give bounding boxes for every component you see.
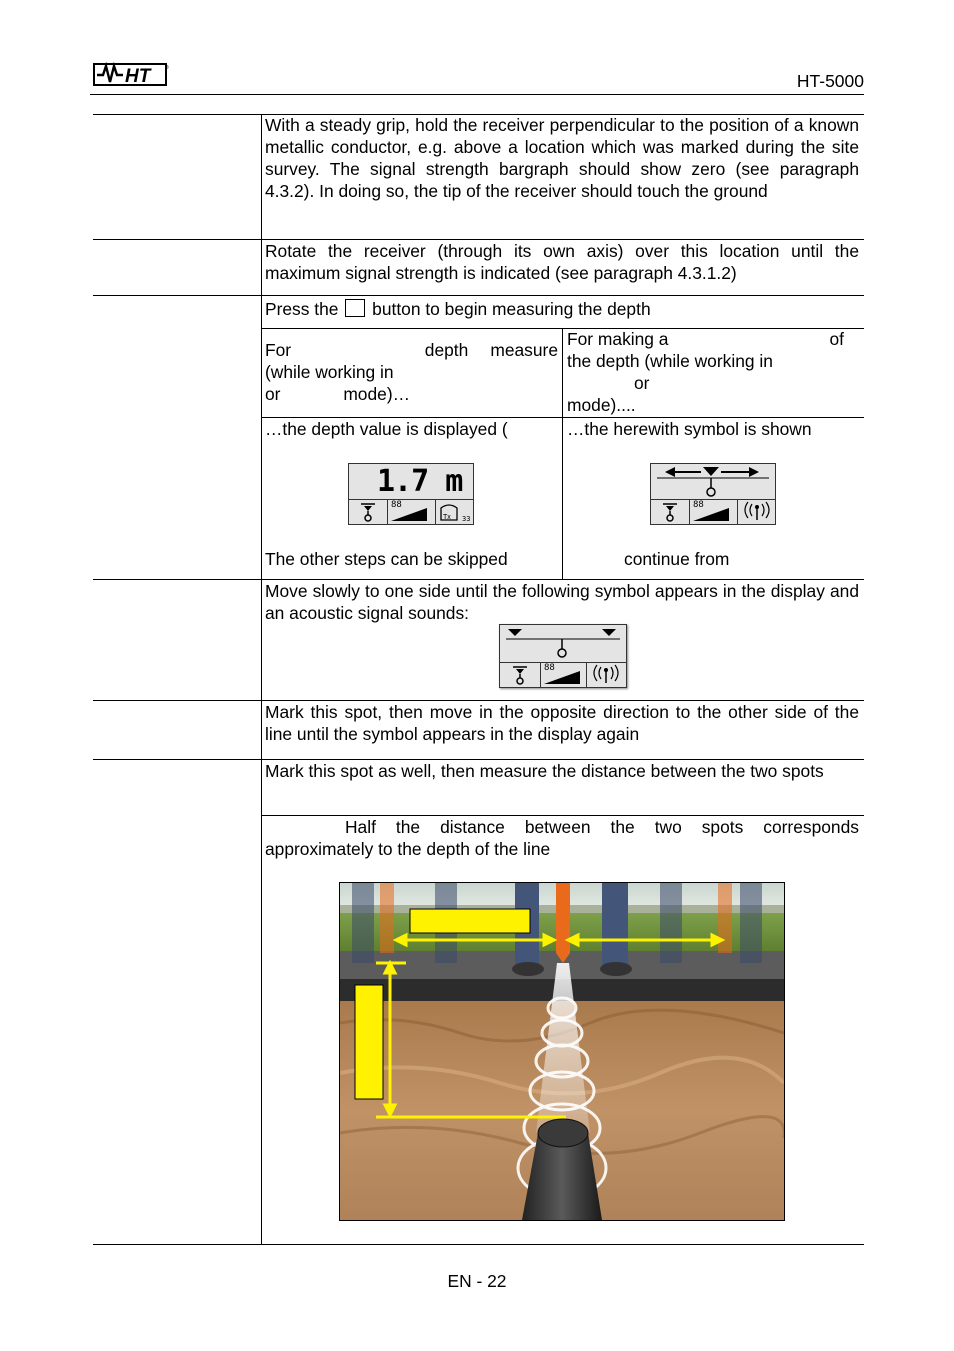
center-found-icon [500,625,626,663]
step-5-text: Mark this spot, then move in the opposite direction to the other side of the line until the symbol appears in the display again [265,702,859,744]
column-divider [562,328,563,579]
ht-logo-icon [93,60,171,88]
probe-icon [500,663,540,686]
right-head-line-2: the depth (while working in [567,351,773,371]
row-divider [93,1244,864,1245]
left-head-depth: depth [424,340,469,360]
step-4-text: Move slowly to one side until the following symbol appears in the display and an acoustic signal sounds: [265,581,859,623]
page-number: EN - 22 [447,1271,507,1291]
lcd-depth-display [348,463,474,525]
lcd-bar-digits: 88 [544,663,555,673]
lcd-antenna-cell [586,663,626,687]
svg-text:33: 33 [462,515,471,523]
lcd-probe-cell [349,500,388,524]
right-head-line-4: mode).... [567,395,636,415]
step-6-note-line-2: approximately to the depth of the line [265,839,551,859]
probe-icon [651,500,689,523]
left-head-line-2: (while working in [265,362,394,382]
left-head-measure: measure [490,340,558,360]
left-head-line-3 [265,383,410,405]
model-name: HT-5000 [796,71,864,91]
right-foot-text: continue from [624,549,730,569]
right-head-making: For making a [567,329,669,349]
step-3-press-line [265,298,859,320]
right-result-text: …the herewith symbol is shown [567,419,812,439]
left-foot-text: The other steps can be skipped [265,549,508,569]
press-after: button to begin measuring the depth [372,299,651,319]
svg-text:HT: HT [125,66,151,87]
lcd-center-display [499,624,627,688]
start-button-icon [345,299,365,317]
signal-bar-icon [540,663,586,686]
right-head-of: of [829,329,844,349]
lcd-bar-digits: 88 [391,500,402,510]
lcd-arrows-display [650,463,776,525]
signal-bar-icon [387,500,433,523]
left-head-mode: mode)… [343,384,410,404]
signal-bar-icon [689,500,735,523]
transmitter-icon [435,500,475,523]
left-head-line-1 [265,339,558,361]
ht-logo [93,60,171,88]
lcd-antenna-cell [737,500,777,524]
left-head-or: or [265,384,281,404]
svg-text:®: ® [165,65,169,71]
press-before: Press the [265,299,339,319]
lcd-probe-cell [651,500,690,524]
depth-method-illustration [339,882,785,1221]
antenna-signal-icon [737,500,777,523]
lcd-bar-cell [540,663,587,687]
left-head-for: For [265,340,292,360]
step-6-text: Mark this spot as well, then measure the distance between the two spots [265,761,824,781]
column-divider [261,114,262,1245]
step-6-note-line-1: Half the distance between the two spots corresponds [345,817,859,837]
probe-icon [349,500,387,523]
depth-illustration-svg [340,883,784,1220]
lcd-probe-cell [500,663,541,687]
lcd-depth-readout: 1.7 m [377,464,463,499]
step-2-text: Rotate the receiver (through its own axis) over this location until the maximum signal strength is indicated (see paragraph 4.3.1.2) [265,241,859,283]
right-head-line-1 [567,328,844,350]
step-1-text: With a steady grip, hold the receiver perpendicular to the position of a known metallic conductor, e.g. above a location which was marked during the site survey. The signal strength bargraph should show zero (see paragraph 4.3.2). In doing so, the tip of the receiver should touch the ground [265,115,859,201]
svg-text:Tx: Tx [443,514,451,521]
right-head-line-3: or [634,373,650,393]
lcd-bar-cell [689,500,738,524]
header-rule [90,94,864,95]
antenna-signal-icon [586,663,626,686]
center-arrows-icon [651,464,775,501]
lcd-bar-cell [387,500,436,524]
left-result-text: …the depth value is displayed ( [265,419,508,439]
lcd-tx-cell [435,500,475,524]
lcd-bar-digits: 88 [693,500,704,510]
row-divider [93,295,864,296]
